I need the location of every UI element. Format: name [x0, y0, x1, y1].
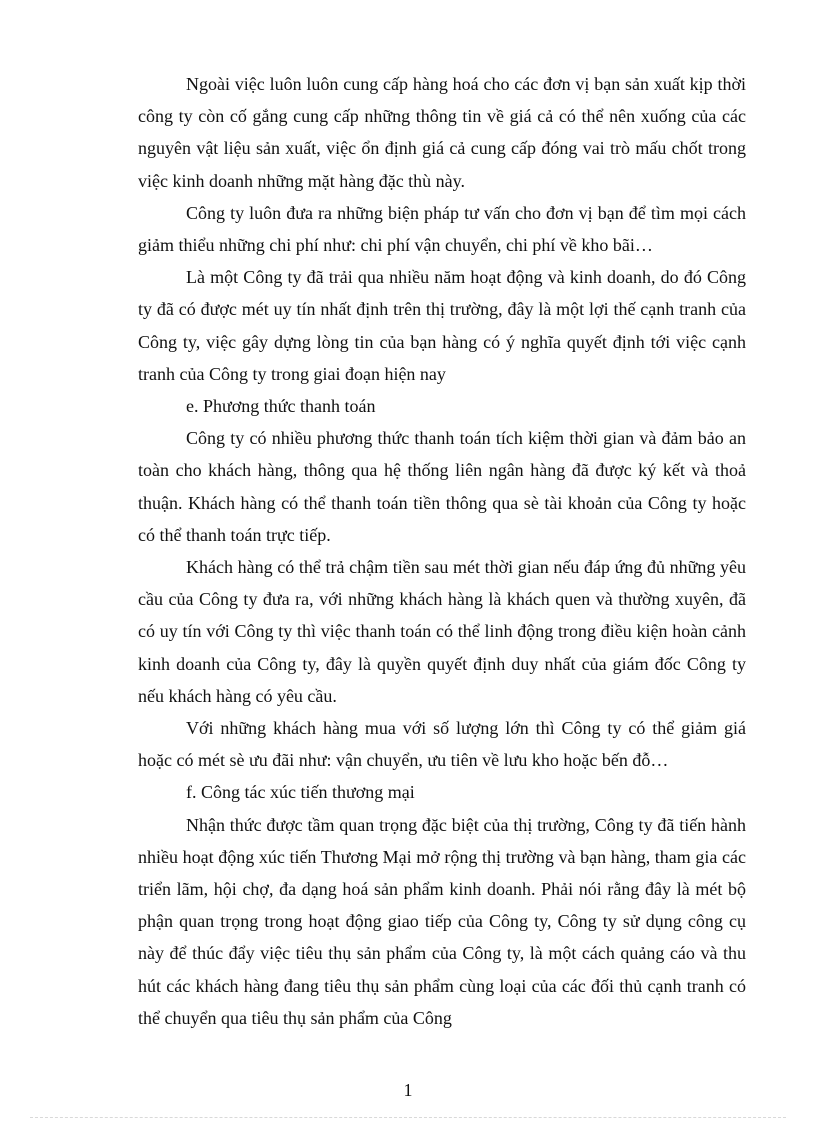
paragraph-bulk-discount: Với những khách hàng mua với số lượng lớn thì Công ty có thể giảm giá hoặc có mét sè ưu đãi như: vận chuyển, ưu tiên về lưu kho hoặc bến đỗ…: [138, 718, 746, 771]
paragraph-reputation: Là một Công ty đã trải qua nhiều năm hoạt động và kinh doanh, do đó Công ty đã có được mét uy tín nhất định trên thị trường, đây là một lợi thế cạnh tranh của Công ty, việc gây dựng lòng tin của bạn hàng có ý nghĩa quyết định tới việc cạnh tranh của Công ty trong giai đoạn hiện nay: [138, 267, 746, 384]
paragraph-consulting: Công ty luôn đưa ra những biện pháp tư vấn cho đơn vị bạn để tìm mọi cách giảm thiểu những chi phí như: chi phí vận chuyển, chi phí về kho bãi…: [138, 202, 746, 256]
page-number: 1: [403, 1080, 413, 1100]
paragraph-trade-promotion: Nhận thức được tầm quan trọng đặc biệt của thị trường, Công ty đã tiến hành nhiều hoạt động xúc tiến Thương Mại mở rộng thị trường và bạn hàng, tham gia các triển lãm, hội chợ, đa dạng hoá sản phẩm kinh doanh. Phải nói rằng đây là mét bộ phận quan trọng trong hoạt động giao tiếp của Công ty, Công ty sử dụng công cụ này để thúc đẩy việc tiêu thụ sản phẩm của Công ty, là một cách quảng cáo và thu hút các khách hàng đang tiêu thụ sản phẩm cùng loại của các đối thủ cạnh tranh có thể chuyển qua tiêu thụ sản phẩm của Công: [138, 814, 746, 1028]
paragraph-payment-methods: Công ty có nhiều phương thức thanh toán tích kiệm thời gian và đảm bảo an toàn cho khách hàng, thông qua hệ thống liên ngân hàng đã được ký kết và thoả thuận. Khách hàng có thể thanh toán tiền thông qua sè tài khoản của Công ty hoặc có thể thanh toán trực tiếp.: [138, 428, 746, 545]
paragraph-deferred-payment: Khách hàng có thể trả chậm tiền sau mét thời gian nếu đáp ứng đủ những yêu cầu của Công ty đưa ra, với những khách hàng là khách quen và thường xuyên, đã có uy tín với Công ty thì việc thanh toán có thể linh động trong điều kiện hoàn cảnh kinh doanh của Công ty, đây là quyền quyết định duy nhất của giám đốc Công ty nếu khách hàng có yêu cầu.: [138, 557, 746, 706]
footer-divider: [30, 1117, 786, 1118]
section-heading-promotion: f. Công tác xúc tiến thương mại: [186, 782, 415, 803]
paragraph-supply-info: Ngoài việc luôn luôn cung cấp hàng hoá cho các đơn vị bạn sản xuất kịp thời công ty còn cố gắng cung cấp những thông tin về giá cả có thể nên xuống của các nguyên vật liệu sản xuất, việc ổn định giá cả cung cấp đóng vai trò mấu chốt trong việc kinh doanh những mặt hàng đặc thù này.: [138, 74, 746, 191]
page-body: [138, 68, 746, 1034]
section-heading-payment: e. Phương thức thanh toán: [186, 396, 376, 417]
